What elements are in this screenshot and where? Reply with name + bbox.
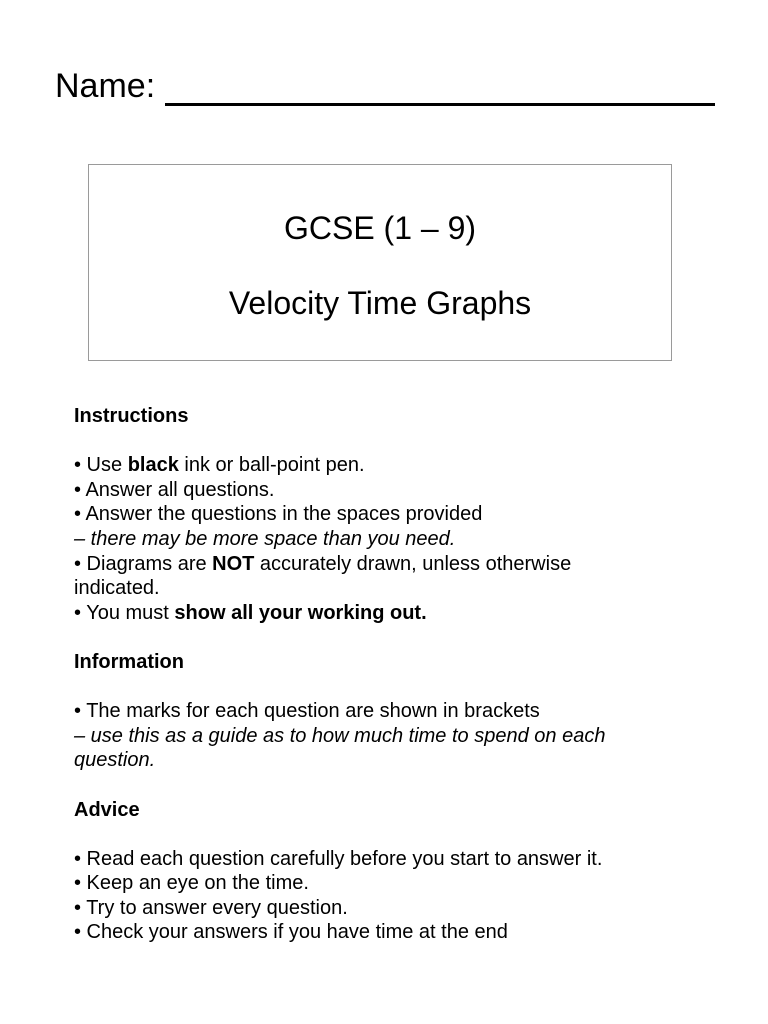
name-row <box>55 58 715 106</box>
information-item-marks-note-cont: question. <box>74 749 156 772</box>
instruction-item-diagrams-cont: indicated. <box>74 577 160 600</box>
title-box <box>88 164 672 361</box>
advice-item-every-question: • Try to answer every question. <box>74 896 348 919</box>
instruction-item-spaces: • Answer the questions in the spaces provided <box>74 503 483 526</box>
name-write-line <box>165 65 715 106</box>
advice-item-check: • Check your answers if you have time at the end <box>74 921 508 944</box>
front-page-content <box>74 404 714 945</box>
instruction-item-spaces-note: – there may be more space than you need. <box>74 527 456 550</box>
instruction-item-answer-all: • Answer all questions. <box>74 478 275 501</box>
information-item-marks-note: – use this as a guide as to how much time to spend on each <box>74 724 606 747</box>
instruction-item-diagrams: • Diagrams are NOT accurately drawn, unless otherwise <box>74 552 572 575</box>
name-label: Name: <box>55 67 156 105</box>
information-item-marks: • The marks for each question are shown in brackets <box>74 700 540 723</box>
exam-level-title: GCSE (1 – 9) <box>283 210 477 246</box>
instruction-item-ink: • Use black ink or ball-point pen. <box>74 454 365 477</box>
advice-item-read: • Read each question carefully before you start to answer it. <box>74 847 603 870</box>
instructions-heading: Instructions <box>74 405 189 427</box>
advice-item-time: • Keep an eye on the time. <box>74 872 309 895</box>
information-heading: Information <box>74 650 184 673</box>
advice-heading: Advice <box>74 798 140 821</box>
topic-title: Velocity Time Graphs <box>228 285 532 321</box>
instruction-item-working: • You must show all your working out. <box>74 601 427 624</box>
